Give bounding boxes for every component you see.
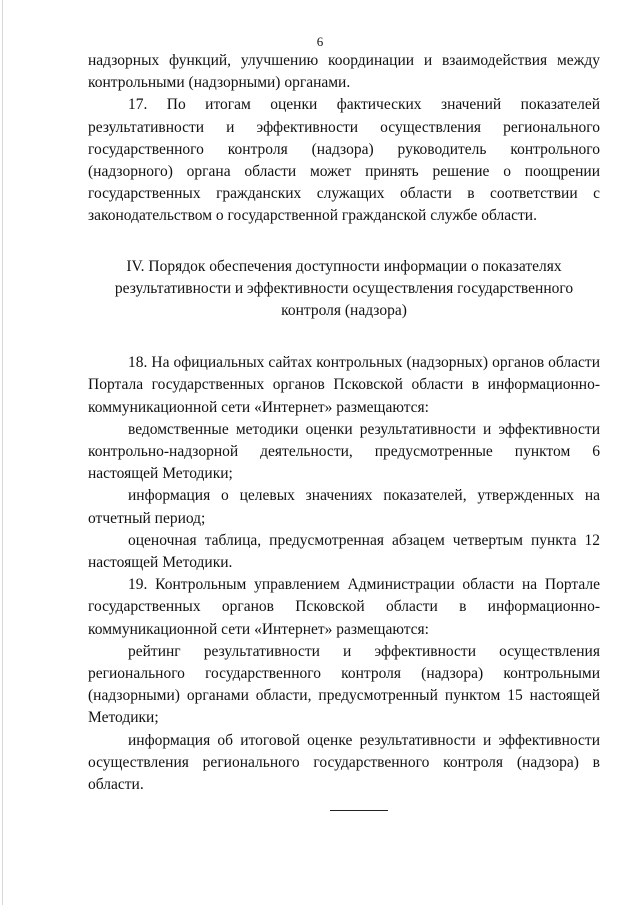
section-heading: IV. Порядок обеспечения доступности информации о показателях результативности и эффективности осуществления государственного контроля (надзора) (114, 257, 574, 320)
paragraph-19: 19. Контрольным управлением Администрации области на Портале государственных органов Псковской области в информационно-коммуникационной сети «Интернет» размещаются: (88, 576, 600, 638)
document-body (88, 50, 600, 796)
paragraph-17: 17. По итогам оценки фактических значений показателей результативности и эффективности осуществления регионального государственного контроля (надзора) руководитель контрольного (надзорного) органа области может принять решение о поощрении государственных гражданских служащих области в соответствии с законодательством о государственной гражданской службе области. (88, 96, 600, 225)
list-item: рейтинг результативности и эффективности осуществления регионального государственного контроля (надзора) контрольными (надзорными) органами области, предусмотренный пунктом 15 настоящей Методики; (88, 642, 600, 727)
list-item: информация об итоговой оценке результативности и эффективности осуществления регионального государственного контроля (надзора) в области. (88, 731, 600, 794)
scan-edge-line (2, 0, 3, 905)
list-item: ведомственные методики оценки результативности и эффективности контрольно-надзорной деятельности, предусмотренные пунктом 6 настоящей Методики; (88, 420, 600, 483)
end-of-text-rule (330, 810, 388, 811)
list-item: оценочная таблица, предусмотренная абзацем четвертым пункта 12 настоящей Методики. (88, 531, 600, 572)
page-number: 6 (316, 34, 324, 49)
list-item: информация о целевых значениях показателей, утвержденных на отчетный период; (88, 487, 600, 527)
paragraph-continuation: надзорных функций, улучшению координации и взаимодействия между контрольными (надзорными) органами. (88, 52, 600, 92)
paragraph-18: 18. На официальных сайтах контрольных (надзорных) органов области Портала государственных органов Псковской области в информационно-коммуникационной сети «Интернет» размещаются: (88, 354, 600, 416)
